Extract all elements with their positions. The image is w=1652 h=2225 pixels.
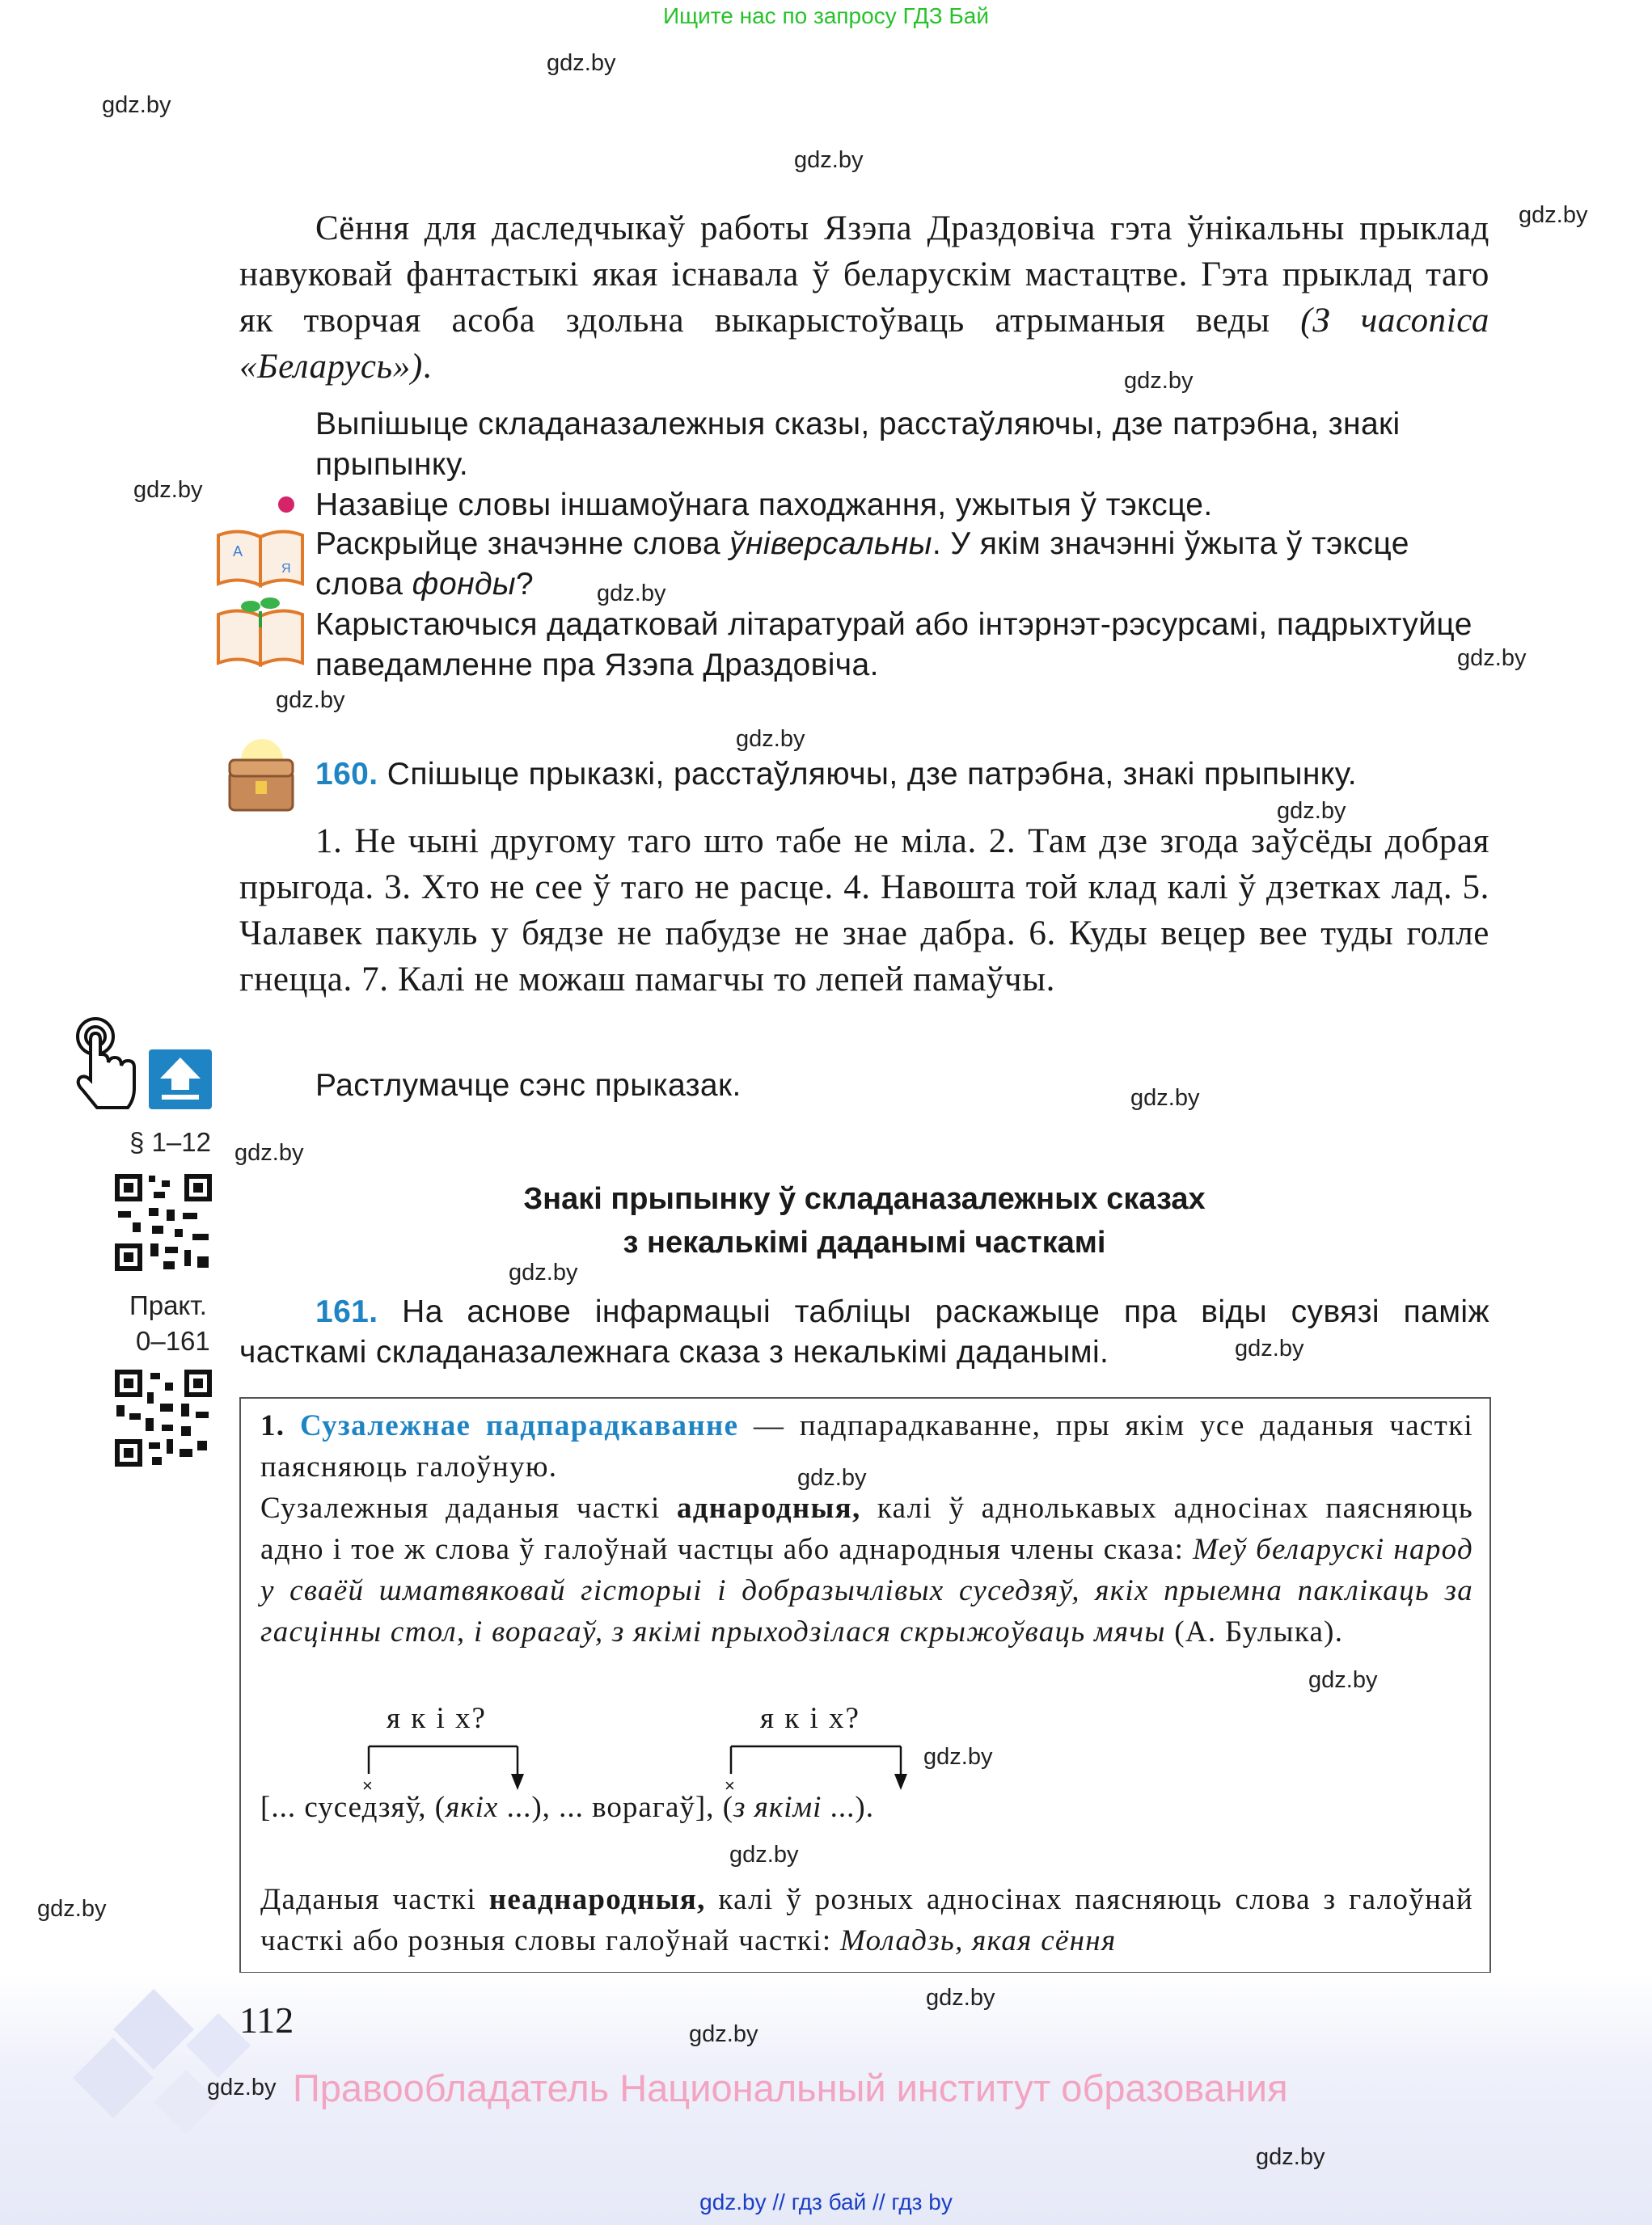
- task-dictionary-c: ?: [516, 567, 534, 602]
- watermark: gdz.by: [276, 687, 345, 713]
- watermark: gdz.by: [597, 581, 666, 606]
- rule-definition-text: — падпарадкаванне, пры якім усе даданыя часткі паясняюць галоўную.: [260, 1409, 1473, 1484]
- task-bullet: Назавіце словы іншамоўнага паходжання, ужытыя ў тэксце.: [315, 488, 1213, 522]
- exercise-161-task: [239, 1292, 1489, 1373]
- watermark: gdz.by: [689, 2021, 758, 2047]
- task-dictionary-word2: фонды: [412, 567, 517, 602]
- rule-item-number: 1.: [260, 1409, 285, 1442]
- side-ref-practice-range: 0–161: [136, 1326, 210, 1356]
- rule-heterogeneous: [260, 1879, 1473, 1961]
- rule-definition: [260, 1405, 1473, 1488]
- scheme-line-a: [... суседзяў, (: [260, 1791, 446, 1824]
- footer-links[interactable]: gdz.by // гдз бай // гдз by: [699, 2189, 953, 2214]
- watermark: gdz.by: [102, 92, 171, 118]
- copyright-owner: Правообладатель Национальный институт образования: [293, 2067, 1288, 2109]
- scheme-line-c: ...), ... ворагаў], (: [498, 1791, 734, 1824]
- watermark: gdz.by: [794, 147, 864, 173]
- watermark: gdz.by: [1277, 798, 1346, 824]
- watermark: gdz.by: [207, 2075, 277, 2100]
- qr-code-icon[interactable]: [113, 1368, 213, 1468]
- touch-hand-icon[interactable]: [70, 1015, 142, 1112]
- watermark: gdz.by: [133, 477, 203, 503]
- watermark: gdz.by: [37, 1896, 107, 1922]
- task-dictionary: [315, 524, 1489, 605]
- page-number: 112: [239, 1999, 294, 2041]
- scheme-line-b: якіх: [446, 1791, 499, 1824]
- rule-homogeneous-bold: аднародныя,: [676, 1492, 861, 1525]
- rule-term: Сузалежнае падпарадкаванне: [300, 1409, 739, 1442]
- watermark: gdz.by: [1308, 1667, 1378, 1693]
- exercise-160-number: 160.: [315, 757, 378, 792]
- svg-text:×: ×: [725, 1775, 735, 1795]
- rule-example-source: (А. Булыка).: [1165, 1615, 1344, 1649]
- qr-code-icon[interactable]: [113, 1172, 213, 1273]
- exercise-161-number: 161.: [315, 1294, 378, 1329]
- watermark: gdz.by: [1235, 1336, 1304, 1362]
- watermark: gdz.by: [729, 1842, 799, 1868]
- watermark: gdz.by: [797, 1465, 867, 1491]
- watermark: gdz.by: [923, 1744, 993, 1770]
- svg-text:×: ×: [362, 1775, 373, 1795]
- scheme-question-1: я к і х?: [387, 1702, 487, 1735]
- exercise-160-text: 1. Не чыні другому таго што табе не міла. 2. Там дзе згода заўсёды добрая прыгода. 3. Хто не сее ў таго не расце. 4. Навошта той клад калі ў дзетках лад. 5. Чалавек пакуль у бядзе не пабудзе не знае дабра. 6. Куды вецер вее туды голле гнецца. 7. Калі не можаш памагчы то лепей памаўчы.: [239, 822, 1489, 999]
- watermark: gdz.by: [1124, 368, 1194, 394]
- scheme-line-d: з якімі: [733, 1791, 822, 1824]
- rule-homogeneous-b: калі ў аднолькавых адносінах паясняюць адно і тое ж слова ў галоўнай частцы або аднародныя члены сказа:: [260, 1492, 1473, 1566]
- rule-heterogeneous-a: Даданыя часткі: [260, 1883, 489, 1916]
- watermark: gdz.by: [1519, 202, 1588, 228]
- watermark: gdz.by: [736, 726, 805, 752]
- task-dictionary-b: . У якім значэнні ўжыта ў тэксце слова: [315, 526, 1409, 602]
- task-main: Выпішыце складаназалежныя сказы, расстаўляючы, дзе патрэбна, знакі прыпынку.: [315, 407, 1401, 482]
- task-dictionary-a: Раскрыйце значэнне слова: [315, 526, 730, 561]
- treasure-chest-icon: [222, 736, 299, 817]
- exercise-160-followup: Растлумачце сэнс прыказак.: [315, 1068, 741, 1103]
- watermark: gdz.by: [1130, 1085, 1200, 1111]
- exercise-160-instruction: Спішыце прыказкі, расстаўляючы, дзе патрэбна, знакі прыпынку.: [387, 757, 1357, 792]
- section-title-line-2: з некалькімі даданымі часткамі: [623, 1226, 1106, 1260]
- scheme-line-e: ...).: [822, 1791, 874, 1824]
- watermark: gdz.by: [509, 1260, 578, 1286]
- watermark: gdz.by: [1256, 2144, 1325, 2170]
- side-ref-paragraphs: § 1–12: [129, 1127, 211, 1157]
- intro-paragraph: [239, 205, 1489, 390]
- svg-text:А: А: [233, 543, 243, 559]
- intro-end: .: [422, 348, 433, 386]
- rule-heterogeneous-example: Моладзь, якая сёння: [840, 1924, 1117, 1957]
- watermark: gdz.by: [234, 1140, 304, 1166]
- dictionary-book-icon: [215, 527, 306, 590]
- bullet-icon: [278, 496, 294, 513]
- rule-homogeneous: [260, 1488, 1473, 1653]
- research-book-icon: [215, 595, 306, 669]
- intro-text: Сёння для даследчыкаў работы Язэпа Драздовіча гэта ўнікальны прыклад навуковай фантастыкі якая існавала ў беларускім мастацтве. Гэта прыклад таго як творчая асоба здольна выкарыстоўваць атрыманыя веды: [239, 209, 1489, 340]
- task-research: Карыстаючыся дадатковай літаратурай або інтэрнэт-рэсурсамі, падрыхтуйце паведамленне пра Язэпа Драздовіча.: [315, 607, 1472, 682]
- rule-heterogeneous-bold: неаднародныя,: [488, 1883, 706, 1916]
- rule-example: Меў беларускі народ у сваёй шматвяковай гісторыі і добразычлівых суседзяў, якіх прыемна паклікаць за гасцінны стол, і ворагаў, з якімі прыходзілася скрыжоўваць мячы: [260, 1533, 1473, 1649]
- rule-homogeneous-a: Сузалежныя даданыя часткі: [260, 1492, 677, 1525]
- exercise-161-instruction: На аснове інфармацыі табліцы раскажыце пра віды сувязі паміж часткамі складаназалежнага сказа з некалькімі даданымі.: [239, 1294, 1489, 1370]
- side-ref-practice-label: Практ.: [129, 1290, 207, 1320]
- scheme-question-2: я к і х?: [760, 1702, 860, 1735]
- exercise-160-task: [315, 754, 1489, 795]
- watermark: gdz.by: [926, 1985, 995, 2011]
- section-title-line-1: Знакі прыпынку ў складаназалежных сказах: [523, 1182, 1206, 1216]
- watermark: gdz.by: [547, 50, 616, 76]
- svg-text:Я: Я: [281, 562, 291, 576]
- task-dictionary-word: ўніверсальны: [729, 526, 932, 561]
- scheme-line: [260, 1790, 874, 1825]
- intro-source: (З часопіса «Беларусь»): [239, 302, 1489, 386]
- watermark: gdz.by: [1457, 645, 1527, 671]
- upload-arrow-icon[interactable]: [149, 1049, 212, 1109]
- top-banner[interactable]: Ищите нас по запросу ГДЗ Бай: [662, 3, 990, 28]
- rule-heterogeneous-b: калі ў розных адносінах паясняюць слова з галоўнай часткі або розныя словы галоўнай часткі:: [260, 1883, 1473, 1957]
